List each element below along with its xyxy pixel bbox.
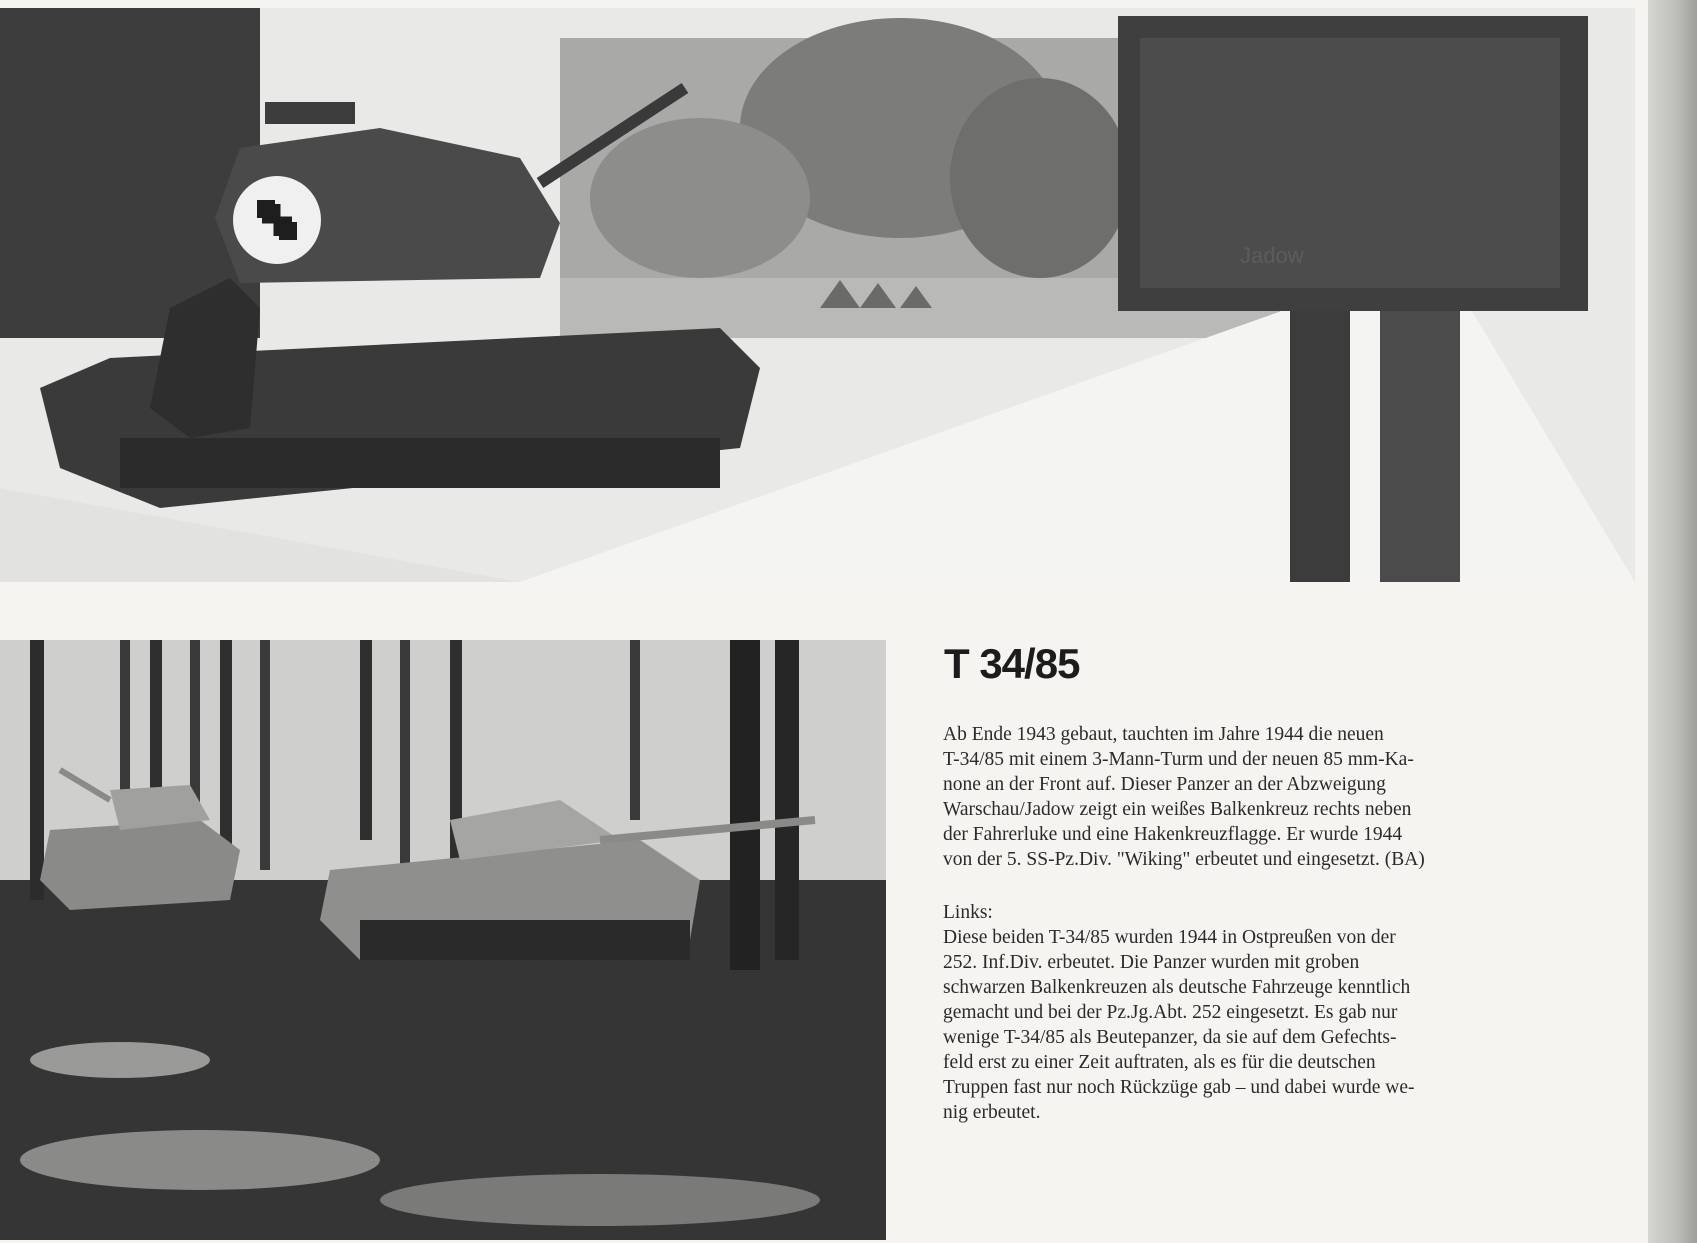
- caption-links: [943, 900, 1528, 1125]
- caption-main-line: Warschau/Jadow zeigt ein weißes Balkenkreuz rechts neben: [943, 799, 1412, 820]
- caption-main-line: none an der Front auf. Dieser Panzer an der Abzweigung: [943, 774, 1386, 795]
- photo-top-tank-road: [0, 8, 1635, 582]
- caption-links-line: schwarzen Balkenkreuzen als deutsche Fahrzeuge kenntlich: [943, 977, 1411, 998]
- caption-links-line: Truppen fast nur noch Rückzüge gab – und dabei wurde we-: [943, 1077, 1415, 1098]
- sign-text: Jadow: [1240, 243, 1304, 268]
- caption-links-line: feld erst zu einer Zeit auftraten, als es für die deutschen: [943, 1052, 1376, 1073]
- photo-bottom-illustration: [0, 640, 886, 1240]
- caption-main: [943, 722, 1528, 872]
- page-title: T 34/85: [944, 640, 1080, 687]
- caption-main-line: Ab Ende 1943 gebaut, tauchten im Jahre 1944 die neuen: [943, 724, 1384, 745]
- caption-main-line: von der 5. SS-Pz.Div. "Wiking" erbeutet und eingesetzt. (BA): [943, 849, 1425, 870]
- caption-main-line: T-34/85 mit einem 3-Mann-Turm und der neuen 85 mm-Ka-: [943, 749, 1414, 770]
- caption-links-line: wenige T-34/85 als Beutepanzer, da sie auf dem Gefechts-: [943, 1027, 1397, 1048]
- caption-links-label: Links:: [943, 902, 993, 923]
- caption-links-line: nig erbeutet.: [943, 1102, 1041, 1123]
- photo-bottom-tanks-forest: [0, 640, 886, 1240]
- photo-top-illustration: [0, 8, 1635, 582]
- caption-links-line: Diese beiden T-34/85 wurden 1944 in Ostpreußen von der: [943, 927, 1396, 948]
- caption-main-line: der Fahrerluke und eine Hakenkreuzflagge. Er wurde 1944: [943, 824, 1403, 845]
- caption-links-line: 252. Inf.Div. erbeutet. Die Panzer wurden mit groben: [943, 952, 1360, 973]
- caption-links-line: gemacht und bei der Pz.Jg.Abt. 252 eingesetzt. Es gab nur: [943, 1002, 1398, 1023]
- page-edge-shadow: [1648, 0, 1697, 1243]
